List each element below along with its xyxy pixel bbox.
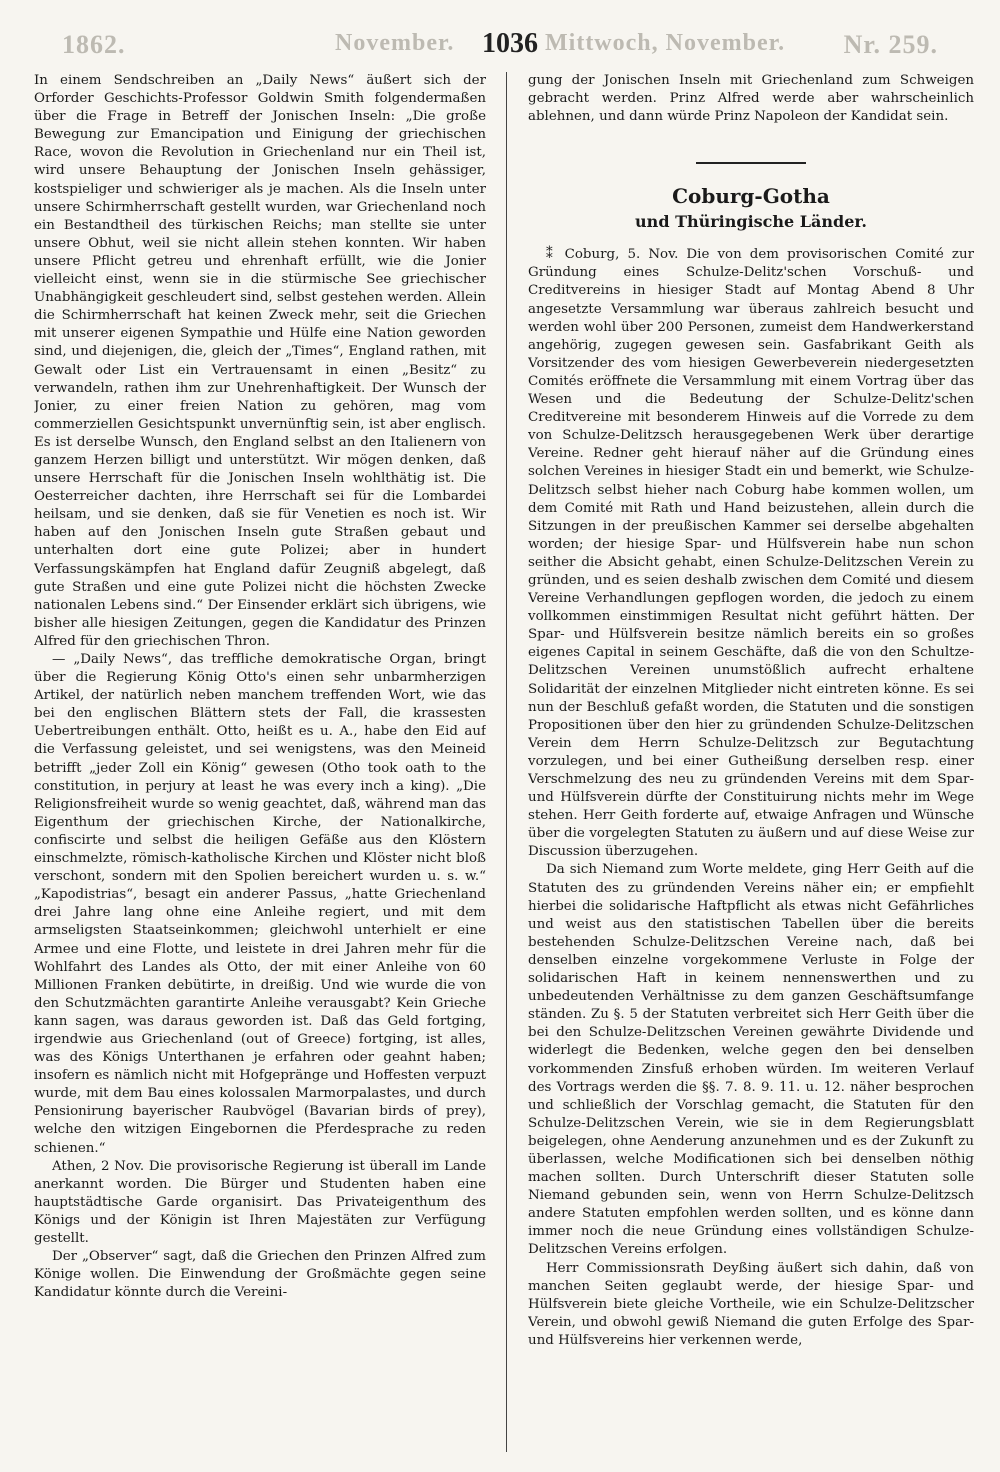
article-coburg-deyssing: Herr Commissionsrath Deyßing äußert sich dahin, daß von manchen Seiten geglaubt werde, der hiesige Spar- und Hülfsverein biete gleiche Vortheile, wie ein Schulze-Delitzscher Verein, und obwohl gewiß Niemand die guten Erfolge des Spar- und Hülfsvereins hier verkennen werde,: [528, 1260, 974, 1348]
section-subtitle: und Thüringische Länder.: [635, 212, 867, 232]
page-header: [0, 22, 1000, 72]
left-column: [34, 72, 486, 1452]
header-month-faint: November.: [335, 30, 455, 56]
right-column: [528, 72, 974, 1452]
article-coburg: ⁑ Coburg, 5. Nov. Die von dem provisorischen Comité zur Gründung eines Schulze-Delitz'schen Vorschuß- und Creditvereins in hiesiger Stadt auf Montag Abend 8 Uhr angesetzte Versammlung war überaus zahlreich besucht und werden wohl über 200 Personen, zumeist dem Handwerkerstand angehörig, zugegen gewesen sein. Gasfabrikant Geith als Vorsitzender des vom hiesigen Gewerbeverein niedergesetzten Comités eröffnete die Versammlung mit einem Vortrag über das Wesen und die Bedeutung der Schulze-Delitz'schen Creditvereine mit besonderem Hinweis auf die Vorrede zu dem von Schulze-Delitzsch herausgegebenen Werk über derartige Vereine. Redner geht hierauf näher auf die Gründung eines solchen Vereines in hiesiger Stadt ein und bemerkt, wie Schulze-Delitzsch selbst hieher nach Coburg habe kommen wollen, um dem Comité mit Rath und Hand beizustehen, allein durch die Sitzungen in der preußischen Kammer sei derselbe abgehalten worden; der hiesige Spar- und Hülfsverein habe nun schon seither die Absicht gehabt, einen Schulze-Delitzschen Verein zu gründen, und es seien deshalb zwischen dem Comité und diesem Vereine Verhandlungen gepflogen worden, die jedoch zu einem vollkommen einstimmigen Resultat nicht geführt hätten. Der Spar- und Hülfsverein besitze nämlich bereits ein so großes eigenes Capital in seinem Geschäfte, daß die von den Schultze-Delitzschen Vereinen unumstößlich aufrecht erhaltene Solidarität der einzelnen Mitglieder nicht eintreten könne. Es sei nun der Beschluß gefaßt worden, die Statuten und die sonstigen Propositionen über den hier zu gründenden Schulze-Delitzschen Verein dem Herrn Schulze-Delitzsch zur Begutachtung vorzulegen, und bei einer Gutheißung derselben resp. einer Verschmelzung des neu zu gründenden Vereins mit dem Spar- und Hülfsverein dürfte der Constituirung nichts mehr im Wege stehen. Herr Geith forderte auf, etwaige Anfragen und Wünsche über die vorgelegten Statuten zu äußern und auf diese Weise zur Discussion überzugehen.: [528, 247, 974, 860]
article-observer-continued: gung der Jonischen Inseln mit Griechenland zum Schweigen gebracht werden. Prinz Alfred werde aber wahrscheinlich ablehnen, und dann würde Prinz Napoleon der Kandidat sein.: [528, 73, 974, 125]
article-observer: Der „Observer“ sagt, daß die Griechen den Prinzen Alfred zum Könige wollen. Die Einwendung der Großmächte gegen seine Kandidatur könnte durch die Vereini-: [34, 1249, 486, 1301]
header-issue-faint: Nr. 259.: [843, 30, 938, 59]
article-athens: Athen, 2 Nov. Die provisorische Regierung ist überall im Lande anerkannt worden. Die Bürger und Studenten haben eine hauptstädtische Garde organisirt. Das Privateigenthum des Königs und der Königin ist Ihren Majestäten zur Verfügung gestellt.: [34, 1158, 486, 1246]
section-title: Coburg-Gotha: [672, 184, 830, 209]
page-number: 1036: [482, 28, 538, 59]
column-divider: [506, 72, 507, 1452]
article-ionian-islands: In einem Sendschreiben an „Daily News“ äußert sich der Orforder Geschichts-Professor Goldwin Smith folgendermaßen über die Frage in Betreff der Jonischen Inseln: „Die große Bewegung zur Emancipation und Einigung der griechischen Race, wovon die Revolution in Griechenland nur ein Theil ist, wird unsere Behauptung der Jonischen Inseln gehässiger, kostspieliger und schwieriger als je machen. Als die Inseln unter unsere Schirmherrschaft gestellt wurden, war Griechenland noch ein Bestandtheil des türkischen Reichs; man stellte sie unter unsere Obhut, weil sie nicht allein stehen konnten. Wir haben unsere Pflicht getreu und ehrenhaft erfüllt, wie die Jonier vielleicht einst, wenn sie in die stürmische See griechischer Unabhängigkeit geschleudert sind, selbst gestehen werden. Allein die Schirmherrschaft hat keinen Zweck mehr, seit die Griechen mit unserer eigenen Sympathie und Hülfe eine Nation geworden sind, und diejenigen, die, gleich der „Times“, England rathen, mit Gewalt oder List ein Vertrauensamt in einen „Besitz“ zu verwandeln, rathen ihm zur Unehrenhaftigkeit. Der Wunsch der Jonier, zu einer freien Nation zu gehören, mag vom commerziellen Gesichtspunkt unvernünftig sein, ist aber englisch. Es ist derselbe Wunsch, den England selbst an den Italienern von ganzem Herzen billigt und unterstützt. Wir mögen denken, daß unsere Herrschaft für die Jonischen Inseln wohlthätig ist. Die Oesterreicher dachten, ihre Herrschaft sei für die Lombardei heilsam, und sie denken, daß sie für Venetien es noch ist. Wir haben auf den Jonischen Inseln gute Straßen gebaut und unterhalten dort eine gute Polizei; aber in hundert Verfassungskämpfen hat England dafür Zeugniß abgelegt, daß gute Straßen und eine gute Polizei nicht die höchsten Zwecke nationalen Lebens sind.“ Der Einsender erklärt sich übrigens, wie bisher alle hiesigen Zeitungen, gegen die Kandidatur des Prinzen Alfred für den griechischen Thron.: [34, 73, 486, 649]
article-daily-news: — „Daily News“, das treffliche demokratische Organ, bringt über die Regierung König Otto's einen sehr unbarmherzigen Artikel, der natürlich neben manchem treffenden Wort, wie das bei den englischen Blättern stets der Fall, die krassesten Uebertreibungen enthält. Otto, heißt es u. A., habe den Eid auf die Verfassung geleistet, und sei wenigstens, was den Meineid betrifft „jeder Zoll ein König“ gewesen (Otho took oath to the constitution, in perjury at least he was every inch a king). „Die Religionsfreiheit wurde so wenig geachtet, daß, während man das Eigenthum der griechischen Kirche, der Nationalkirche, confiscirte und selbst die heiligen Gefäße aus den Klöstern einschmelzte, römisch-katholische Kirchen und Klöster nicht bloß verschont, sondern mit den Spolien bereichert wurden u. s. w.“ „Kapodistrias“, besagt ein anderer Passus, „hatte Griechenland drei Jahre lang ohne eine Anleihe regiert, und mit dem armseligsten Staatseinkommen; gleichwohl unterhielt er eine Armee und eine Flotte, und leistete in drei Jahren mehr für die Wohlfahrt des Landes als Otto, der mit einer Anleihe von 60 Millionen Franken debütirte, in dreißig. Und wie wurde die von den Schutzmächten garantirte Anleihe verausgabt? Kein Grieche kann sagen, was daraus geworden ist. Daß das Geld fortging, irgendwie aus Griechenland (out of Greece) fortging, ist alles, was des Königs Unterthanen je erfahren oder geahnt haben; insofern es nämlich nicht mit Hofgepränge und Hoffesten verpuzt wurde, mit dem Bau eines kolossalen Marmorpalastes, und durch Pensionirung bayerischer Raubvögel (Bavarian birds of prey), welche den witzigen Eingebornen die Pferdesprache zu reden schienen.“: [34, 652, 486, 1156]
header-year-faint: 1862.: [62, 30, 126, 59]
section-rule: [696, 162, 806, 164]
header-date-faint: Mittwoch, November.: [545, 30, 786, 56]
article-coburg-statutes: Da sich Niemand zum Worte meldete, ging Herr Geith auf die Statuten des zu gründenden Vereins näher ein; er empfiehlt hierbei die solidarische Haftpflicht als etwas nicht Gefährliches und weist aus den statistischen Tabellen über die bereits bestehenden Schulze-Delitzschen Vereine nach, daß bei denselben einzelne vorgekommene Verluste in Folge der solidarischen Haft in keinem nennenswerthen und zu unbedeutenden Verhältnisse zu dem ganzen Geschäftsumfange ständen. Zu §. 5 der Statuten verbreitet sich Herr Geith über die bei den Schulze-Delitzschen Vereinen gewährte Dividende und widerlegt die Bedenken, welche gegen den bei denselben vorkommenden Zinsfuß erhoben würden. Im weiteren Verlauf des Vortrags werden die §§. 7. 8. 9. 11. u. 12. näher besprochen und schließlich der Vorschlag gemacht, die Statuten für den Schulze-Delitzschen Verein, wie sie in dem Regierungsblatt beigelegen, ohne Aenderung anzunehmen und es der Zukunft zu überlassen, welche Modificationen sich bei denselben nöthig machen sollten. Durch Unterschrift dieser Statuten solle Niemand gebunden sein, wenn von Herrn Schulze-Delitzsch andere Statuten empfohlen werden sollten, und es könne dann immer noch die neue Gründung eines vollständigen Schulze-Delitzschen Vereins erfolgen.: [528, 862, 974, 1258]
